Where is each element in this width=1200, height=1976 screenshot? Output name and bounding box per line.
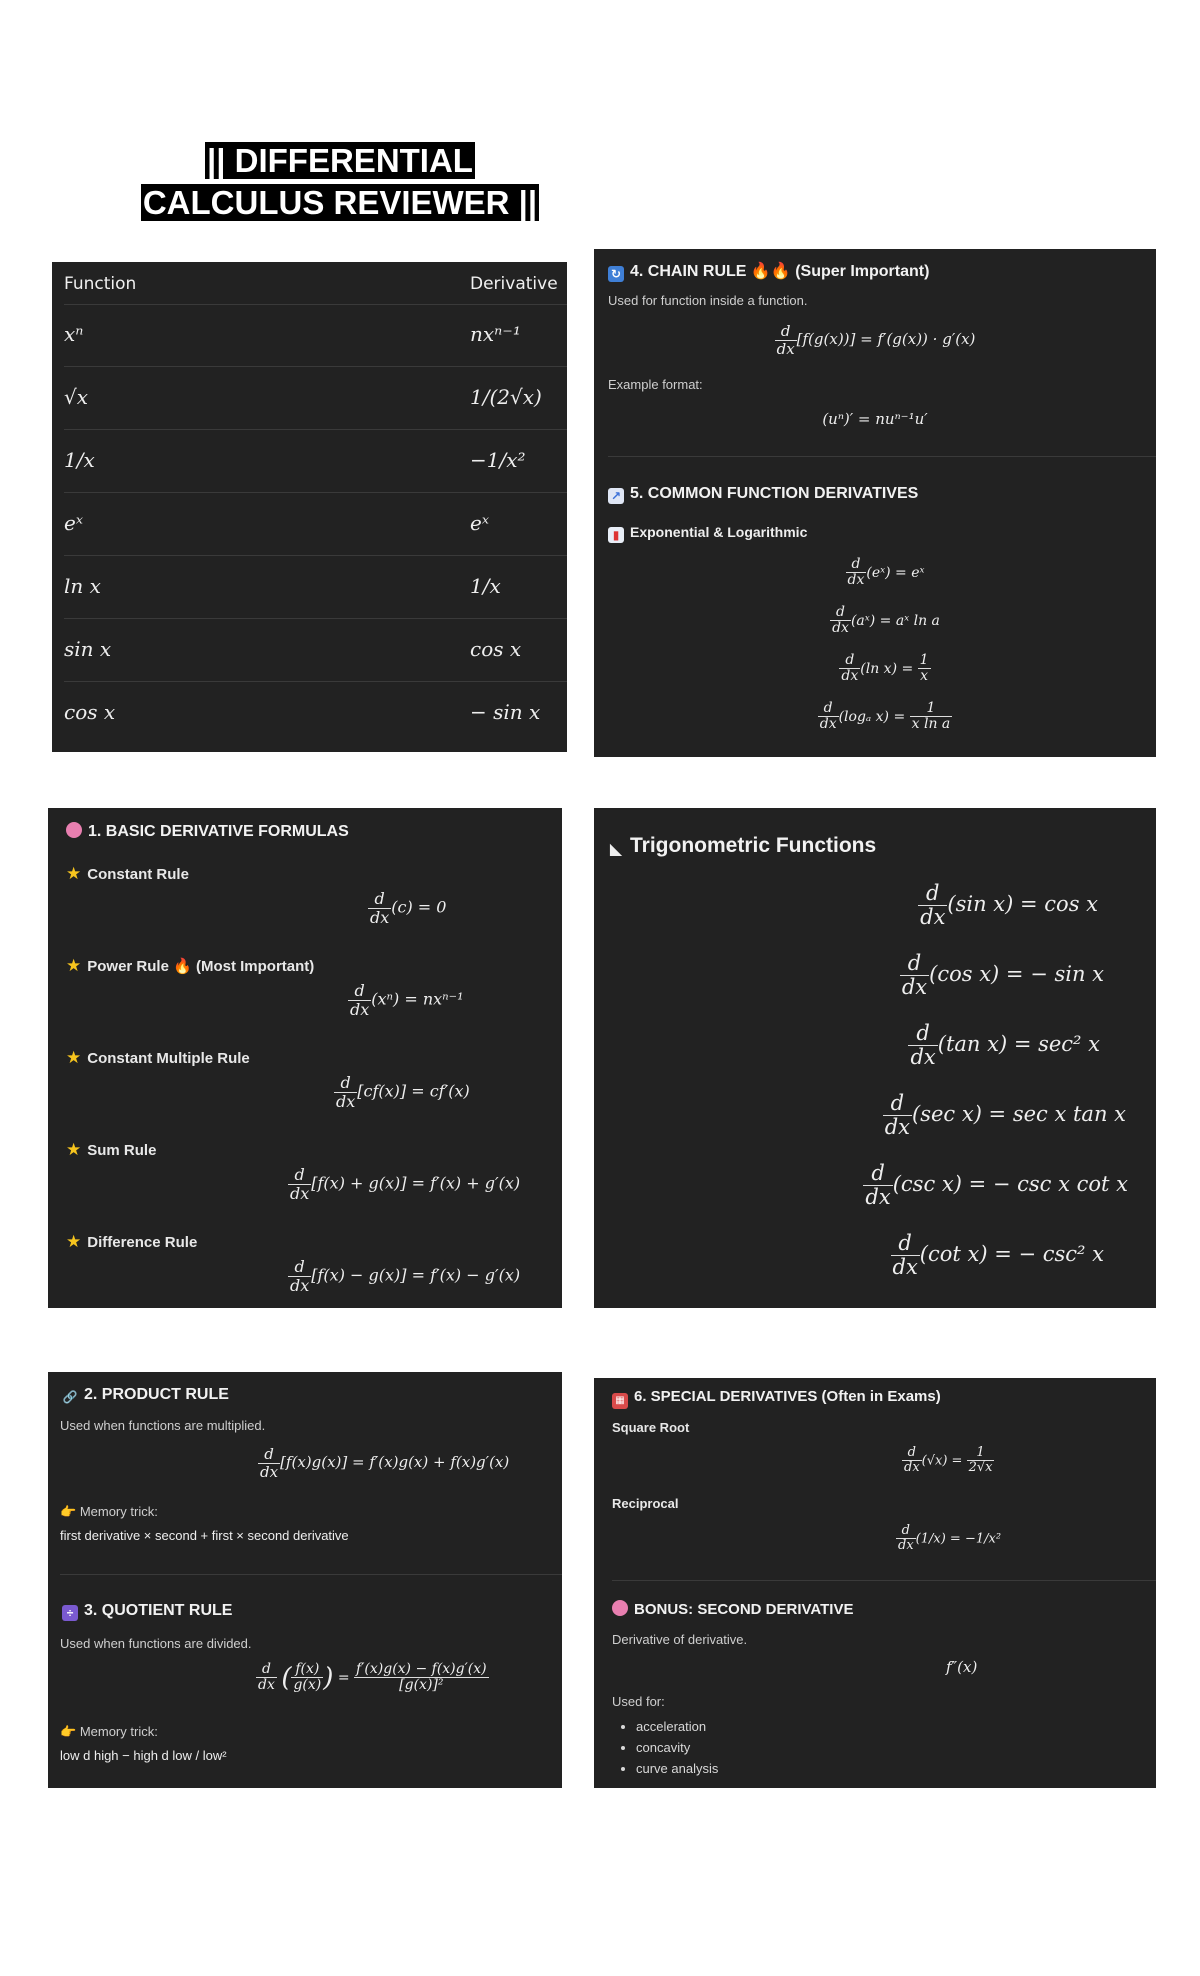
example-formula: (uⁿ)′ = nuⁿ⁻¹u′ — [822, 410, 928, 428]
reciprocal-formula-text: (1/x) = −1/x² — [915, 1531, 1002, 1547]
link-icon: 🔗 — [62, 1390, 78, 1404]
chain-rule-panel — [594, 249, 1156, 757]
constant-rule-formula: $\frac{d}{dx}$ (c) = 0 — [370, 889, 447, 927]
constant-rule-label — [66, 864, 189, 884]
trig-heading-text: Trigonometric Functions — [630, 834, 877, 857]
function-cell: √x — [64, 385, 89, 409]
page-title — [0, 140, 680, 224]
quotient-rule-desc: Used when functions are divided. — [60, 1636, 252, 1651]
table-row — [64, 493, 567, 556]
used-for-label: Used for: — [612, 1694, 665, 1709]
quotient-trick-label-text: Memory trick: — [79, 1724, 158, 1739]
table-header-function: Function — [64, 274, 137, 294]
table-row — [64, 430, 567, 493]
bonus-heading — [612, 1600, 853, 1618]
trig-csc-text: (csc x) = − csc x cot x — [892, 1172, 1128, 1197]
exp-formula: $\frac{d}{dx}$ (eˣ) = eˣ — [847, 556, 925, 589]
derivative-table-panel — [52, 262, 567, 752]
constant-multiple-rule-formula-text: [cf(x)] = cf′(x) — [357, 1081, 470, 1101]
trig-heading — [608, 834, 876, 858]
second-derivative-formula: f″(x) — [946, 1658, 978, 1676]
product-trick-label — [60, 1504, 158, 1520]
ln-formula-text: (ln x) = — [860, 660, 914, 677]
product-quotient-panel — [48, 1372, 562, 1788]
derivative-cell: eˣ — [470, 511, 489, 535]
derivative-cell: −1/x² — [470, 448, 526, 472]
table-header-derivative: Derivative — [470, 274, 558, 294]
basic-formulas-title: 1. BASIC DERIVATIVE FORMULAS — [88, 823, 349, 840]
trig-csc-formula: $\frac{d}{dx}$ (csc x) = − csc x cot x — [865, 1161, 1128, 1210]
derivative-cell: 1/x — [470, 574, 501, 598]
product-rule-formula: $\frac{d}{dx}$ [f(x)g(x)] = f′(x)g(x) + f(x)g′(x) — [260, 1445, 510, 1481]
exp-log-subheading-text: Exponential & Logarithmic — [630, 524, 808, 540]
divider — [60, 1574, 562, 1575]
brain-icon — [612, 1600, 628, 1616]
trig-cos-formula: $\frac{d}{dx}$ (cos x) = − sin x — [901, 951, 1104, 1000]
product-rule-desc: Used when functions are multiplied. — [60, 1418, 266, 1433]
reciprocal-formula: $\frac{d}{dx}$ (1/x) = −1/x² — [898, 1523, 1002, 1554]
quotient-rule-title: 3. QUOTIENT RULE — [84, 1602, 233, 1619]
exp-formula-text: (eˣ) = eˣ — [866, 564, 925, 581]
quotient-numerator: f′(x)g(x) − f(x)g′(x) — [356, 1661, 487, 1677]
square-root-label: Square Root — [612, 1420, 690, 1435]
exp-a-formula-text: (aˣ) = aˣ ln a — [850, 612, 940, 629]
chain-rule-formula: $\frac{d}{dx}$ [f(g(x))] = f′(g(x)) · g′(x) — [776, 322, 976, 358]
function-cell: sin x — [64, 637, 112, 661]
reciprocal-label: Reciprocal — [612, 1496, 679, 1511]
product-rule-title: 2. PRODUCT RULE — [84, 1386, 229, 1403]
quotient-trick-label — [60, 1724, 158, 1740]
power-rule-label — [66, 956, 314, 976]
chain-rule-formula-text: [f(g(x))] = f′(g(x)) · g′(x) — [796, 330, 976, 348]
uses-list — [612, 1716, 718, 1779]
trig-cot-text: (cot x) = − csc² x — [919, 1242, 1104, 1267]
common-derivatives-heading — [608, 485, 918, 504]
power-rule-formula-text: (xⁿ) = nxⁿ⁻¹ — [371, 989, 464, 1009]
chain-rule-note: (Super Important) — [795, 263, 930, 280]
table-row — [64, 367, 567, 430]
bar-chart-icon: ▮ — [608, 527, 624, 543]
pointing-hand-icon: 👉 — [60, 1724, 77, 1739]
function-cell: cos x — [64, 700, 116, 724]
product-trick: first derivative × second + first × second derivative — [60, 1528, 349, 1543]
trig-sec-text: (sec x) = sec x tan x — [912, 1102, 1126, 1127]
sum-rule-formula: $\frac{d}{dx}$ [f(x) + g(x)] = f′(x) + g′(x) — [290, 1165, 521, 1203]
table-header — [64, 262, 567, 305]
pointing-hand-icon: 👉 — [60, 1504, 77, 1519]
refresh-icon: ↻ — [608, 266, 624, 282]
basic-formulas-panel — [48, 808, 562, 1308]
star-icon: ★ — [66, 1140, 82, 1159]
derivative-cell: 1/(2√x) — [470, 385, 542, 409]
power-rule-note: (Most Important) — [195, 958, 315, 975]
difference-rule-formula: $\frac{d}{dx}$ [f(x) − g(x)] = f′(x) − g′(x) — [290, 1257, 521, 1295]
function-cell: xⁿ — [64, 322, 84, 346]
table-row — [64, 556, 567, 619]
chain-rule-title: 4. CHAIN RULE — [630, 263, 747, 280]
trig-sin-formula: $\frac{d}{dx}$ (sin x) = cos x — [920, 881, 1098, 930]
trig-cos-text: (cos x) = − sin x — [929, 962, 1104, 987]
calendar-icon: ▦ — [612, 1393, 628, 1409]
trig-sin-text: (sin x) = cos x — [947, 892, 1098, 917]
bonus-desc: Derivative of derivative. — [612, 1632, 748, 1647]
divider — [612, 1580, 1156, 1581]
difference-rule-text: Difference Rule — [87, 1234, 198, 1251]
power-rule-text: Power Rule — [87, 958, 169, 975]
constant-multiple-rule-text: Constant Multiple Rule — [87, 1050, 250, 1067]
power-rule-formula: $\frac{d}{dx}$ (xⁿ) = nxⁿ⁻¹ — [350, 981, 464, 1019]
sum-rule-text: Sum Rule — [87, 1142, 157, 1159]
chain-rule-desc: Used for function inside a function. — [608, 293, 808, 308]
divider — [608, 456, 1156, 457]
special-derivatives-panel — [594, 1378, 1156, 1788]
table-row — [64, 682, 567, 744]
table-row — [64, 304, 567, 367]
quotient-rule-heading — [62, 1602, 232, 1621]
list-item: • concavity — [636, 1737, 718, 1758]
chain-rule-heading — [608, 261, 929, 282]
constant-multiple-rule-label — [66, 1048, 250, 1068]
fire-icon: 🔥 — [173, 958, 192, 975]
trig-tan-formula: $\frac{d}{dx}$ (tan x) = sec² x — [910, 1021, 1100, 1070]
special-derivatives-heading — [612, 1388, 941, 1409]
star-icon: ★ — [66, 956, 82, 975]
fire-icon: 🔥🔥 — [750, 263, 791, 280]
derivative-cell: cos x — [470, 637, 522, 661]
chart-icon: ↗ — [608, 488, 624, 504]
list-item: • curve analysis — [636, 1758, 718, 1779]
constant-multiple-rule-formula: $\frac{d}{dx}$ [cf(x)] = cf′(x) — [336, 1073, 470, 1111]
example-label: Example format: — [608, 377, 703, 392]
trig-sec-formula: $\frac{d}{dx}$ (sec x) = sec x tan x — [884, 1091, 1126, 1140]
star-icon: ★ — [66, 864, 82, 883]
difference-rule-label — [66, 1232, 197, 1252]
brain-icon — [66, 822, 82, 838]
log-formula: $\frac{d}{dx}$ (logₐ x) = $\frac{1}{\text{x ln a}}$ — [819, 700, 951, 733]
constant-rule-text: Constant Rule — [87, 866, 189, 883]
bonus-heading-text: BONUS: SECOND DERIVATIVE — [634, 1601, 854, 1618]
triangle-ruler-icon: ◣ — [609, 841, 623, 858]
exp-log-subheading — [608, 524, 807, 543]
function-cell: eˣ — [64, 511, 83, 535]
title-line-1: || DIFFERENTIAL — [207, 142, 473, 179]
derivative-cell: − sin x — [470, 700, 541, 724]
trig-panel — [594, 808, 1156, 1308]
star-icon: ★ — [66, 1232, 82, 1251]
divide-icon: ÷ — [62, 1605, 78, 1621]
square-root-formula: $\frac{d}{dx}$ (√x) = $\frac{1}{2√x}$ — [904, 1445, 993, 1476]
product-rule-formula-text: [f(x)g(x)] = f′(x)g(x) + f(x)g′(x) — [280, 1453, 510, 1471]
log-formula-text: (logₐ x) = — [838, 708, 906, 725]
list-item: • acceleration — [636, 1716, 718, 1737]
function-cell: 1/x — [64, 448, 95, 472]
derivative-cell: nxⁿ⁻¹ — [470, 322, 521, 346]
sum-rule-label — [66, 1140, 156, 1160]
ln-formula: $\frac{d}{dx}$ (ln x) = $\frac{1}{x}$ — [841, 652, 929, 685]
difference-rule-formula-text: [f(x) − g(x)] = f′(x) − g′(x) — [311, 1265, 521, 1285]
quotient-trick: low d high − high d low / low² — [60, 1748, 227, 1763]
sum-rule-formula-text: [f(x) + g(x)] = f′(x) + g′(x) — [311, 1173, 521, 1193]
constant-rule-formula-text: (c) = 0 — [391, 897, 447, 917]
product-rule-heading — [62, 1386, 229, 1405]
exp-a-formula: $\frac{d}{dx}$ (aˣ) = aˣ ln a — [832, 604, 940, 637]
quotient-denominator: [g(x)]² — [399, 1677, 444, 1694]
basic-formulas-heading — [66, 822, 349, 841]
common-derivatives-title: 5. COMMON FUNCTION DERIVATIVES — [630, 485, 919, 502]
trig-tan-text: (tan x) = sec² x — [937, 1032, 1100, 1057]
special-derivatives-title: 6. SPECIAL DERIVATIVES (Often in Exams) — [634, 1388, 941, 1405]
product-trick-label-text: Memory trick: — [79, 1504, 158, 1519]
title-line-2: CALCULUS REVIEWER || — [142, 184, 538, 221]
table-row — [64, 619, 567, 682]
trig-cot-formula: $\frac{d}{dx}$ (cot x) = − csc² x — [892, 1231, 1104, 1280]
function-cell: ln x — [64, 574, 101, 598]
quotient-rule-formula: $\frac{d}{dx}$ ( $\frac{f(x)}{g(x)}$ ) = $\frac{f'(x)g(x) - f(x)g'(x)}{\text{[g(x)]²}}$ — [258, 1661, 487, 1694]
star-icon: ★ — [66, 1048, 82, 1067]
